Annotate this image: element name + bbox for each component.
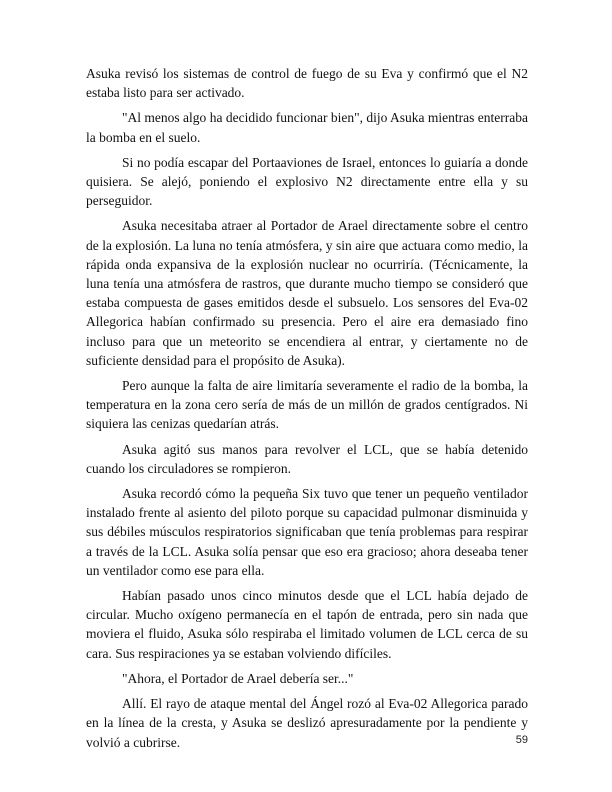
- paragraph-9: "Ahora, el Portador de Arael debería ser...": [122, 670, 354, 686]
- paragraph-10: Allí. El rayo de ataque mental del Ángel rozó al Eva-02 Allegorica parado en la línea de la cresta, y Asuka se deslizó apresuradamente por la pendiente y volvió a cubrirse.: [86, 696, 528, 750]
- paragraph-1: Asuka revisó los sistemas de control de fuego de su Eva y confirmó que el N2 estaba listo para ser activado.: [86, 66, 528, 101]
- paragraph-5: Pero aunque la falta de aire limitaría severamente el radio de la bomba, la temperatura en la zona cero sería de más de un millón de grados centígrados. Ni siquiera las cenizas quedarían atrás.: [86, 378, 528, 432]
- paragraph-2: "Al menos algo ha decidido funcionar bien", dijo Asuka mientras enterraba la bomba en el suelo.: [86, 110, 528, 145]
- paragraph-6: Asuka agitó sus manos para revolver el LCL, que se había detenido cuando los circuladores se rompieron.: [86, 441, 528, 476]
- paragraph-8: Habían pasado unos cinco minutos desde que el LCL había dejado de circular. Mucho oxígeno permanecía en el tapón de entrada, pero sin nada que moviera el fluido, Asuka sólo respiraba el limitado volumen de LCL cerca de su cara. Sus respiraciones ya se estaban volviendo difíciles.: [86, 588, 528, 661]
- paragraph-7: Asuka recordó cómo la pequeña Six tuvo que tener un pequeño ventilador instalado frente al asiento del piloto porque su capacidad pulmonar disminuida y sus débiles músculos respiratorios significaban que tenía problemas para respirar a través de la LCL. Asuka solía pensar que eso era gracioso; ahora deseaba tener un ventilador como ese para ella.: [86, 486, 528, 578]
- paragraph-3: Si no podía escapar del Portaaviones de Israel, entonces lo guiaría a donde quisiera. Se alejó, poniendo el explosivo N2 directamente entre ella y su perseguidor.: [86, 154, 528, 209]
- paragraph-4: Asuka necesitaba atraer al Portador de Arael directamente sobre el centro de la explosión. La luna no tenía atmósfera, y sin aire que actuara como medio, la rápida onda expansiva de la explosión nuclear no ocurriría. (Técnicamente, la luna tenía una atmósfera de rastros, que durante mucho tiempo se consideró que estaba compuesta de gases emitidos desde el subsuelo. Los sensores del Eva-02 Allegorica habían confirmado su presencia. Pero el aire era demasiado fino incluso para que un meteorito se encendiera al entrar, y ciertamente no de suficiente densidad para el propósito de Asuka).: [86, 218, 528, 368]
- body-text: [86, 64, 528, 758]
- page-number: 59: [515, 734, 528, 746]
